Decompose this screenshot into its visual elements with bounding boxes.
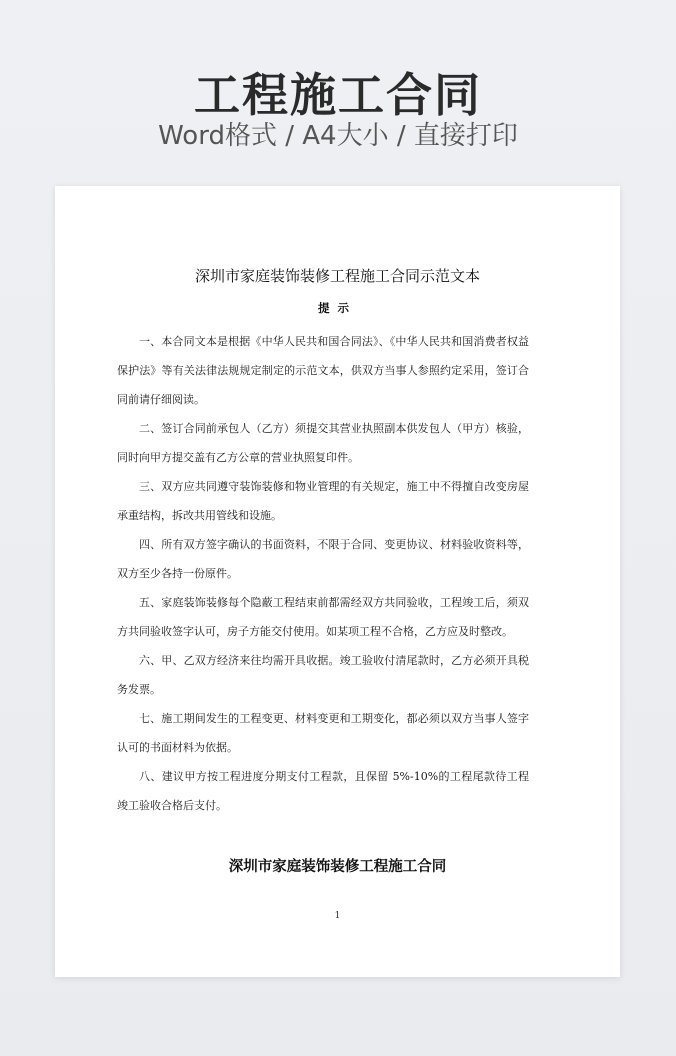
page-number: 1: [334, 911, 341, 921]
paragraph-6: 六、甲、乙双方经济来往均需开具收据。竣工验收付清尾款时，乙方必须开具税务发票。: [117, 654, 529, 696]
paragraph-2: 二、签订合同前承包人（乙方）须提交其营业执照副本供发包人（甲方）核验，同时向甲方提交盖有乙方公章的营业执照复印件。: [117, 422, 529, 464]
document-title: 深圳市家庭装饰装修工程施工合同示范文本: [194, 267, 480, 285]
document-page: [55, 186, 620, 977]
document-body: [117, 327, 529, 820]
paragraph-8: 八、建议甲方按工程进度分期支付工程款，且保留 5%-10%的工程尾款待工程竣工验收合格后支付。: [117, 770, 529, 812]
section-heading: 深圳市家庭装饰装修工程施工合同: [228, 858, 447, 875]
banner-title: 工程施工合同: [194, 68, 482, 122]
paragraph-5: 五、家庭装饰装修每个隐蔽工程结束前都需经双方共同验收，工程竣工后，须双方共同验收签字认可，房子方能交付使用。如某项工程不合格，乙方应及时整改。: [117, 596, 529, 638]
banner-subtitle: Word格式 / A4大小 / 直接打印: [158, 121, 518, 151]
paragraph-4: 四、所有双方签字确认的书面资料，不限于合同、变更协议、材料验收资料等，双方至少各持一份原件。: [117, 538, 529, 580]
paragraph-7: 七、施工期间发生的工程变更、材料变更和工期变化，都必须以双方当事人签字认可的书面材料为依据。: [117, 712, 529, 754]
paragraph-1: 一、本合同文本是根据《中华人民共和国合同法》、《中华人民共和国消费者权益保护法》等有关法律法规规定制定的示范文本，供双方当事人参照约定采用，签订合同前请仔细阅读。: [117, 335, 529, 406]
tip-heading: 提示: [318, 301, 357, 315]
paragraph-3: 三、双方应共同遵守装饰装修和物业管理的有关规定，施工中不得擅自改变房屋承重结构，拆改共用管线和设施。: [117, 480, 529, 522]
